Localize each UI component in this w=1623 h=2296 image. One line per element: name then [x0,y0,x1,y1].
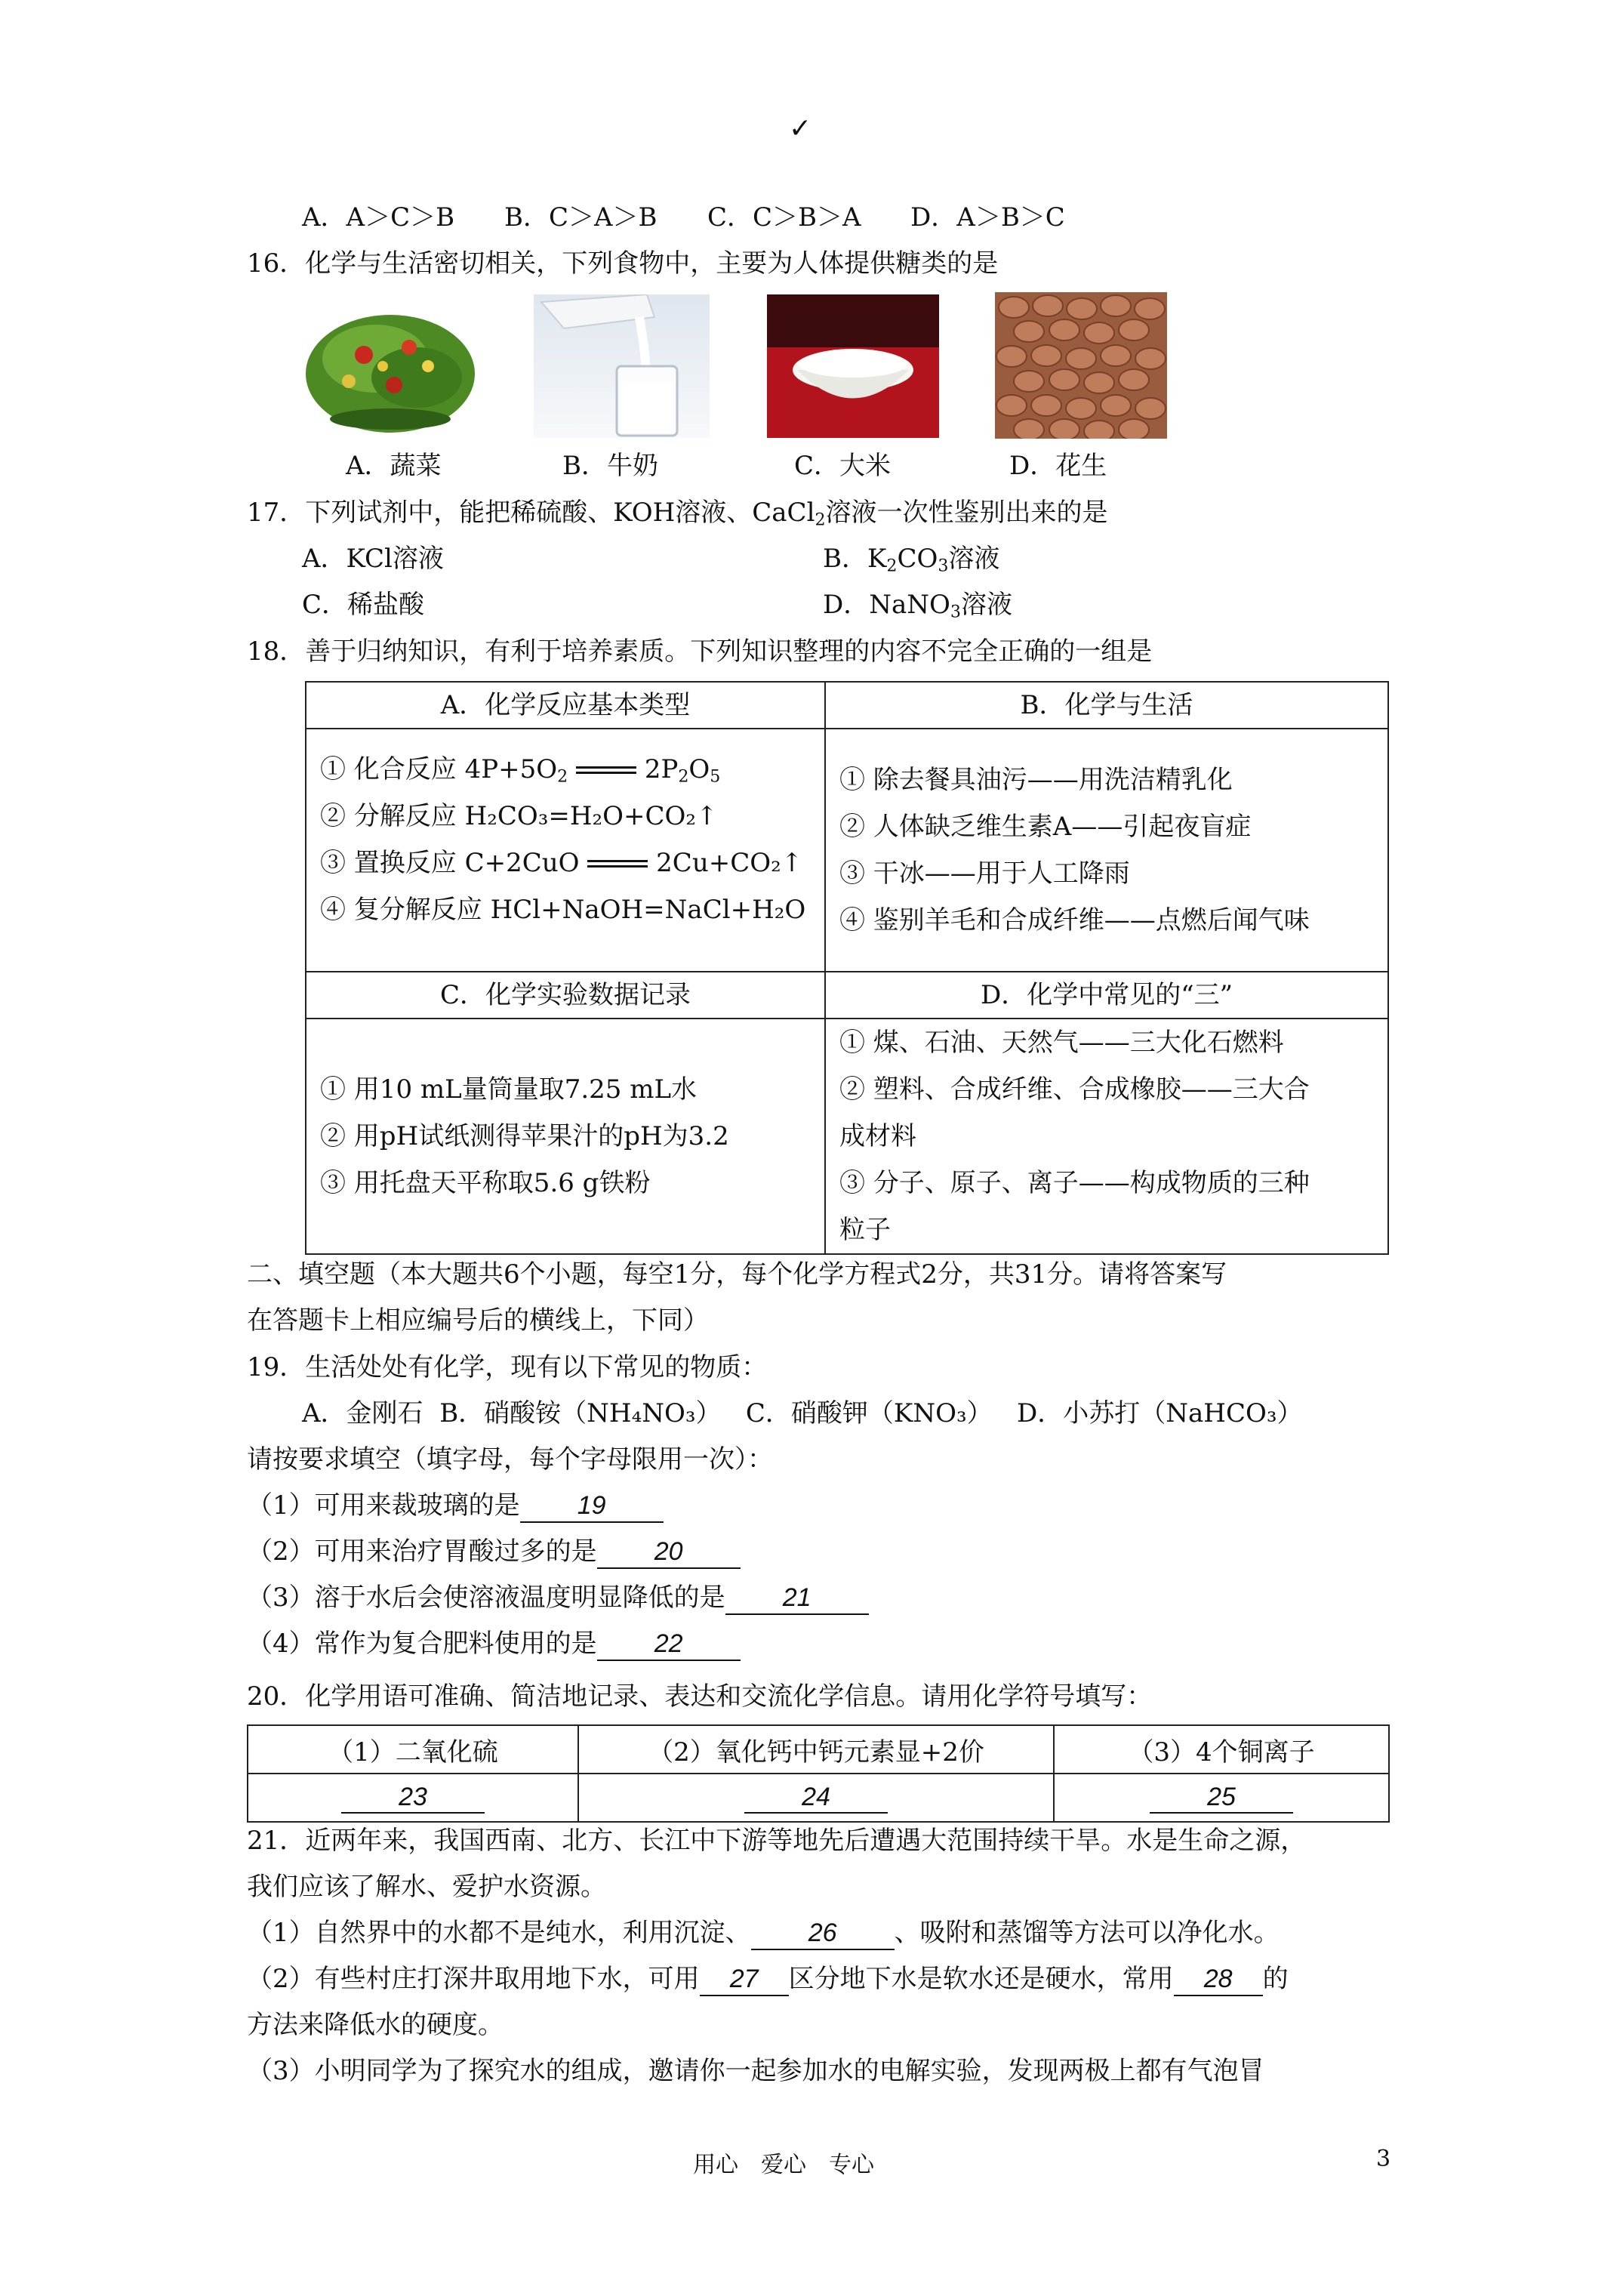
q18-b-item-2: ② 人体缺乏维生素A——引起夜盲症 [839,812,1252,842]
q15-option-d: D．A＞B＞C [910,202,1065,233]
q16-stem: 16．化学与生活密切相关，下列食物中，主要为人体提供糖类的是 [247,248,999,279]
q19-item-2: （2）可用来治疗胃酸过多的是 20 [247,1536,741,1569]
section-2-heading-cont: 在答题卡上相应编号后的横线上，下同） [247,1305,709,1336]
q18-b-item-4: ④ 鉴别羊毛和合成纤维——点燃后闻气味 [839,905,1310,935]
answer-blank-22[interactable]: 22 [597,1629,741,1661]
q19-item-4: （4）常作为复合肥料使用的是 22 [247,1629,741,1661]
q16-option-c: C．大米 [794,451,892,481]
q18-a-head: A．化学反应基本类型 [440,690,691,720]
q16-option-b: B．牛奶 [562,451,658,481]
q18-d-head: D．化学中常见的“三” [980,980,1233,1010]
q18-c-item-2: ② 用pH试纸测得苹果汁的pH为3.2 [320,1121,729,1151]
q18-a-item-3: ③ 置换反应 C+2CuO 2Cu+CO₂↑ [320,848,803,878]
q18-b-head-cell [825,682,1388,729]
q20-answer-2 [578,1774,1054,1822]
q19-stem: 19．生活处处有化学，现有以下常见的物质： [247,1352,768,1382]
answer-blank-26[interactable]: 26 [751,1918,895,1950]
q20-head-1: （1）二氧化硫 [248,1725,578,1774]
answer-blank-19[interactable]: 19 [520,1490,664,1523]
q17-stem: 17．下列试剂中，能把稀硫酸、KOH溶液、CaCl$_2$溶液一次性鉴别出来的是 [247,498,1108,530]
q20-answer-1 [248,1774,578,1822]
q19-option-d: D．小苏打（NaHCO₃） [1017,1398,1303,1428]
q16-option-a: A．蔬菜 [346,451,442,481]
q20-head-3: （3）4个铜离子 [1054,1725,1389,1774]
q18-d-item-3-cont: 粒子 [839,1215,891,1245]
q18-knowledge-table [305,681,1389,1255]
q19-options [302,1398,1302,1429]
q19-option-b: B．硝酸铵（NH₄NO₃） [439,1398,722,1428]
q18-d-item-1: ① 煤、石油、天然气——三大化石燃料 [839,1028,1284,1058]
q16-option-d: D．花生 [1009,451,1107,481]
q17-option-c: C．稀盐酸 [302,590,425,620]
q18-a-item-1: ① 化合反应 $4P+5O_2$ $2P_2O_5$ [320,754,721,787]
q18-c-item-1: ① 用10 mL量筒量取7.25 mL水 [320,1074,698,1105]
q18-b-head: B．化学与生活 [1020,690,1193,720]
q18-d-head-cell [825,972,1388,1019]
q18-d-body [825,1019,1388,1254]
answer-blank-24[interactable]: 24 [744,1783,888,1814]
header-checkmark: ✓ [789,113,812,144]
q17-option-a: A．KCl溶液 [302,544,444,574]
q21-item-2: （2）有些村庄打深井取用地下水，可用 27 区分地下水是软水还是硬水，常用 28 的 [247,1964,1289,1996]
page-number: 3 [1376,2146,1391,2172]
answer-blank-23[interactable]: 23 [341,1783,485,1814]
rice-photo [767,294,939,438]
q18-a-item-2: ② 分解反应 H₂CO₃=H₂O+CO₂↑ [320,801,718,831]
milk-photo [534,294,710,438]
q18-c-head-cell [306,972,825,1019]
q18-c-head: C．化学实验数据记录 [439,980,691,1010]
q19-option-a: A．金刚石 [302,1398,423,1428]
answer-blank-25[interactable]: 25 [1150,1783,1293,1814]
q19-instruction: 请按要求填空（填字母，每个字母限用一次）： [247,1444,773,1475]
q20-stem: 20．化学用语可准确、简洁地记录、表达和交流化学信息。请用化学符号填写： [247,1681,1153,1712]
q15-option-a: A．A＞C＞B [302,202,455,233]
q18-d-item-2-cont: 成材料 [839,1121,916,1151]
q18-d-item-3: ③ 分子、原子、离子——构成物质的三种 [839,1168,1310,1198]
q21-item-1: （1）自然界中的水都不是纯水，利用沉淀、 26 、吸附和蒸馏等方法可以净化水。 [247,1918,1280,1950]
peanut-photo [995,292,1167,439]
q20-answer-3 [1054,1774,1389,1822]
q17-option-d: D．NaNO$_3$溶液 [823,590,1012,622]
equals-sign [587,860,648,869]
salad-photo [303,294,477,438]
q21-item-2-cont: 方法来降低水的硬度。 [247,2010,504,2040]
answer-blank-21[interactable]: 21 [725,1583,869,1615]
q18-a-item-4: ④ 复分解反应 HCl+NaOH=NaCl+H₂O [320,895,806,925]
q21-stem-cont: 我们应该了解水、爱护水资源。 [247,1872,606,1902]
q18-b-body [825,729,1388,972]
q18-c-item-3: ③ 用托盘天平称取5.6 g铁粉 [320,1168,651,1198]
q18-stem: 18．善于归纳知识，有利于培养素质。下列知识整理的内容不完全正确的一组是 [247,636,1153,667]
q19-option-c: C．硝酸钾（KNO₃） [745,1398,993,1428]
answer-blank-28[interactable]: 28 [1174,1964,1263,1996]
q20-answer-table [247,1724,1390,1823]
q15-option-b: B．C＞A＞B [504,202,658,233]
q19-item-1: （1）可用来裁玻璃的是 19 [247,1490,664,1523]
equals-sign [576,766,636,775]
q18-c-body [306,1019,825,1254]
q18-b-item-1: ① 除去餐具油污——用洗洁精乳化 [839,765,1233,795]
q21-item-3: （3）小明同学为了探究水的组成，邀请你一起参加水的电解实验，发现两极上都有气泡冒 [247,2056,1264,2086]
section-2-heading: 二、填空题（本大题共6个小题，每空1分，每个化学方程式2分，共31分。请将答案写 [247,1259,1227,1290]
q17-option-b: B．$K_2CO_3$溶液 [823,544,1000,576]
q21-stem: 21．近两年来，我国西南、北方、长江中下游等地先后遭遇大范围持续干旱。水是生命之源， [247,1826,1307,1856]
answer-blank-20[interactable]: 20 [597,1536,741,1569]
q15-option-c: C．C＞B＞A [707,202,861,233]
q18-a-body [306,729,825,972]
q18-a-head-cell [306,682,825,729]
q20-head-2: （2）氧化钙中钙元素显+2价 [578,1725,1054,1774]
answer-blank-27[interactable]: 27 [700,1964,789,1996]
footer-motto: 用心 爱心 专心 [693,2152,874,2178]
q18-d-item-2: ② 塑料、合成纤维、合成橡胶——三大合 [839,1074,1310,1105]
q19-item-3: （3）溶于水后会使溶液温度明显降低的是 21 [247,1583,869,1615]
q18-b-item-3: ③ 干冰——用于人工降雨 [839,858,1130,889]
